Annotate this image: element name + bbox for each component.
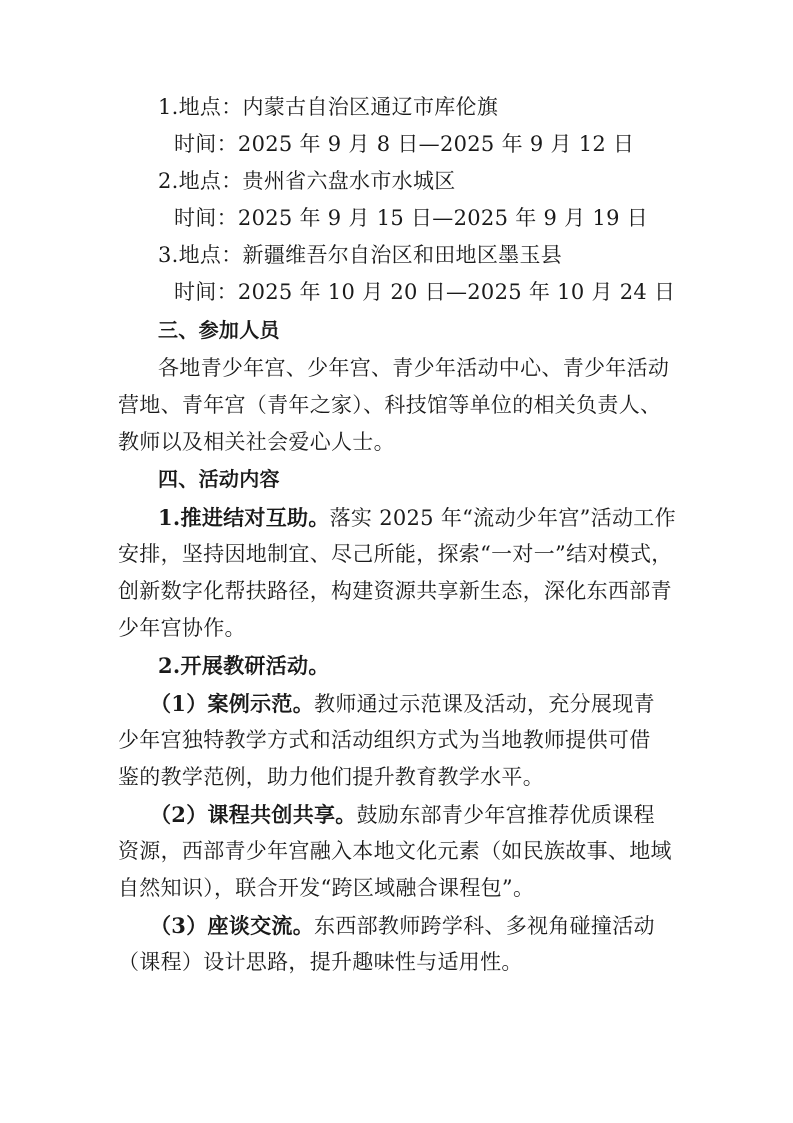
sub-1-title: （1）案例示范。 xyxy=(150,691,315,716)
section-3-heading: 三、参加人员 xyxy=(158,318,280,342)
sub-1-line: 鉴的教学范例，助力他们提升教育教学水平。 xyxy=(118,765,544,789)
sub-2-title: （2）课程共创共享。 xyxy=(150,802,357,827)
item-1-title: 1.推进结对互助。 xyxy=(158,505,330,530)
time-1-label: 时间： xyxy=(174,132,238,156)
sub-3-first-line xyxy=(150,907,710,944)
time-2-value: 2025 年 9 月 15 日—2025 年 9 月 19 日 xyxy=(237,206,649,230)
time-1-value: 2025 年 9 月 8 日—2025 年 9 月 12 日 xyxy=(237,132,635,156)
item-2-title: 2.开展教研活动。 xyxy=(158,653,330,678)
sub-1-text: 教师通过示范课及活动，充分展现青 xyxy=(314,692,655,716)
time-1 xyxy=(174,126,734,163)
time-2 xyxy=(174,200,734,237)
sub-2-first-line xyxy=(150,796,710,833)
item-1-first-line xyxy=(158,499,718,536)
location-1-place: 内蒙古自治区通辽市库伦旗 xyxy=(242,95,499,119)
section-3-line: 各地青少年宫、少年宫、青少年活动中心、青少年活动 xyxy=(158,356,670,380)
time-2-label: 时间： xyxy=(174,206,238,230)
item-1-text: 落实 2025 年“流动少年宫”活动工作 xyxy=(329,506,676,530)
location-3 xyxy=(158,237,718,274)
section-3-line: 营地、青年宫（青年之家）、科技馆等单位的相关负责人、 xyxy=(118,393,662,417)
item-1-line: 安排，坚持因地制宜、尽己所能，探索“一对一”结对模式， xyxy=(118,542,673,566)
location-2-place: 贵州省六盘水市水城区 xyxy=(242,169,456,193)
sub-1-line: 少年宫独特教学方式和活动组织方式为当地教师提供可借 xyxy=(118,728,651,752)
time-3-value: 2025 年 10 月 20 日—2025 年 10 月 24 日 xyxy=(237,280,676,304)
section-4-heading: 四、活动内容 xyxy=(158,467,280,491)
location-2-label: 2.地点： xyxy=(158,169,243,193)
location-2 xyxy=(158,163,718,200)
location-3-place: 新疆维吾尔自治区和田地区墨玉县 xyxy=(242,243,563,267)
sub-2-line: 资源，西部青少年宫融入本地文化元素（如民族故事、地域 xyxy=(118,839,672,863)
item-1-line: 少年宫协作。 xyxy=(118,616,246,640)
time-3-label: 时间： xyxy=(174,280,238,304)
sub-3-text: 东西部教师跨学科、多视角碰撞活动 xyxy=(314,914,655,938)
sub-2-line: 自然知识），联合开发“跨区域融合课程包”。 xyxy=(118,876,535,900)
sub-1-first-line xyxy=(150,685,710,722)
section-3-line: 教师以及相关社会爱心人士。 xyxy=(118,430,395,454)
sub-3-line: （课程）设计思路，提升趣味性与适用性。 xyxy=(118,950,523,974)
location-1 xyxy=(158,89,718,126)
item-1-line: 创新数字化帮扶路径，构建资源共享新生态，深化东西部青 xyxy=(118,579,672,603)
sub-2-text: 鼓励东部青少年宫推荐优质课程 xyxy=(356,803,655,827)
time-3 xyxy=(174,274,734,311)
location-1-label: 1.地点： xyxy=(158,95,243,119)
location-3-label: 3.地点： xyxy=(158,243,243,267)
sub-3-title: （3）座谈交流。 xyxy=(150,913,315,938)
